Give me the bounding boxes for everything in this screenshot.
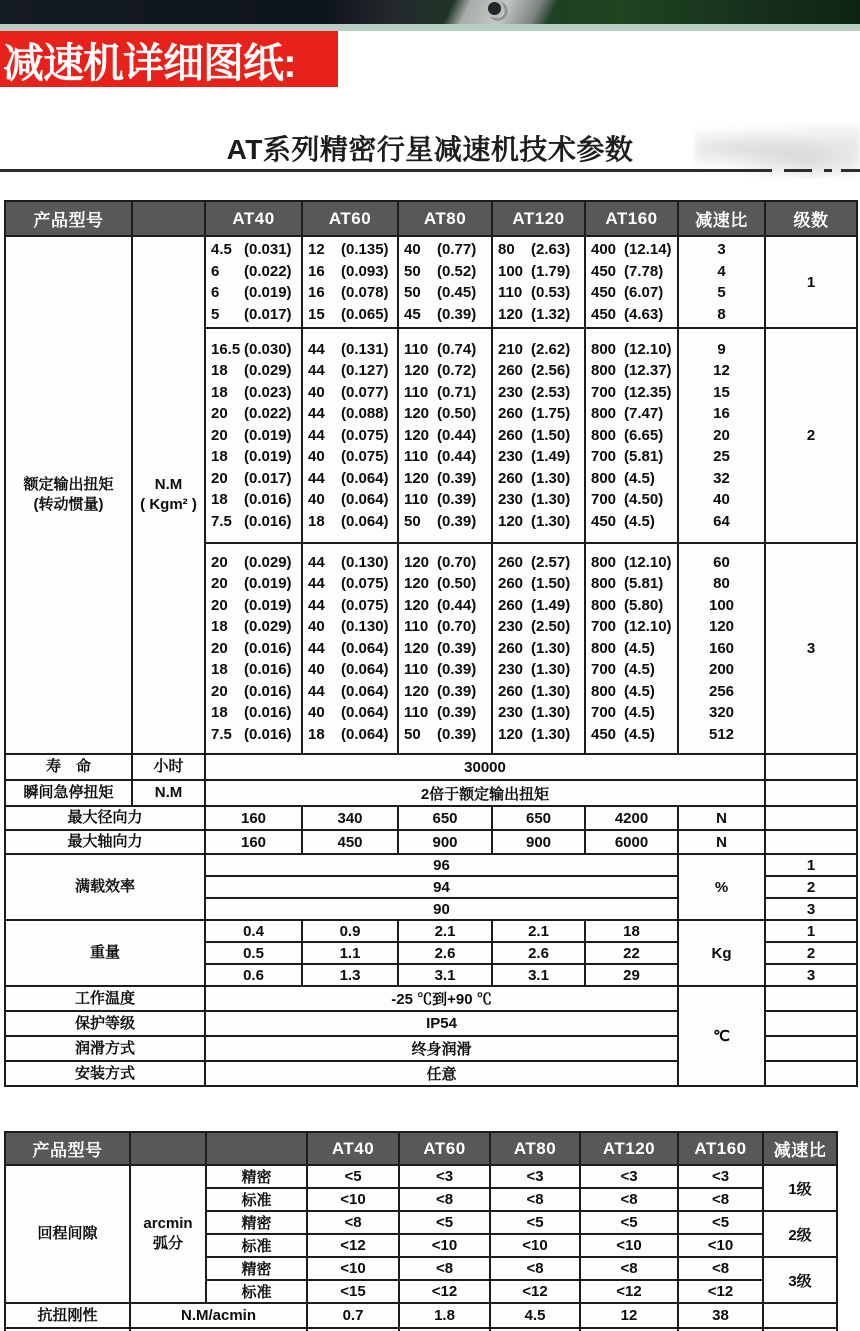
- cell-efficiency: 90: [205, 898, 678, 920]
- top-photo-strip: [0, 0, 860, 24]
- header-empty: [206, 1132, 307, 1165]
- table-header-row: [5, 1132, 837, 1165]
- cell-weight: 2.1: [398, 920, 492, 942]
- cell-weight: 1.3: [302, 964, 398, 986]
- axial-unit: N: [678, 830, 765, 854]
- cell-rigidity: 4.5: [490, 1303, 580, 1328]
- cell-stage-grade: 3级: [763, 1257, 837, 1303]
- cell-weight: 18: [585, 920, 678, 942]
- cell-empty: [765, 806, 857, 830]
- banner-label: 减速机详细图纸:: [3, 39, 296, 86]
- cell-efficiency: 94: [205, 876, 678, 898]
- cell-grade-type: 标准: [206, 1234, 307, 1257]
- cell-torque: 12 (0.135) 16 (0.093) 16 (0.078) 15 (0.065): [302, 236, 398, 328]
- cell-weight: 1.1: [302, 942, 398, 964]
- cell-backlash: <12: [580, 1280, 678, 1303]
- header-ratio: 减速比: [678, 201, 765, 236]
- cell-stage: 3: [765, 898, 857, 920]
- cell-torque: 20 (0.029) 20 (0.019) 20 (0.019) 18 (0.029) 20 (0.016) 18 (0.016) 20 (0.016) 18 (0.016) 7.5 (0.016): [205, 543, 302, 754]
- cell-weight: 29: [585, 964, 678, 986]
- env-unit: ℃: [678, 986, 765, 1086]
- title-underline-dash: [784, 169, 812, 172]
- cell-stage: 1: [765, 236, 857, 328]
- torque-block1-row: [5, 236, 857, 328]
- title-underline: [0, 169, 772, 172]
- cell-radial: 160: [205, 806, 302, 830]
- row-label-mounting: 安装方式: [5, 1061, 205, 1086]
- cell-rigidity: 1.8: [399, 1303, 490, 1328]
- cell-backlash: <8: [399, 1188, 490, 1211]
- cell-backlash: <5: [678, 1211, 763, 1234]
- cell-temp-value: -25 ℃到+90 ℃: [205, 986, 678, 1011]
- cell-ratio: 9 12 15 16 20 25 32 40 64: [678, 328, 765, 543]
- cell-backlash: <8: [490, 1188, 580, 1211]
- header-at60: AT60: [399, 1132, 490, 1165]
- cell-backlash: <3: [399, 1165, 490, 1188]
- cell-backlash: <5: [399, 1211, 490, 1234]
- cell-backlash: <15: [307, 1280, 399, 1303]
- header-product-model: 产品型号: [5, 1132, 130, 1165]
- cell-torque: 800 (12.10) 800 (12.37) 700 (12.35) 800 (7.47) 800 (6.65) 700 (5.81) 800 (4.5) 700 (4.50) 450 (4.5): [585, 328, 678, 543]
- cell-backlash: <5: [580, 1211, 678, 1234]
- cell-efficiency: 96: [205, 854, 678, 876]
- cell-backlash: <8: [678, 1188, 763, 1211]
- cell-backlash: <10: [490, 1234, 580, 1257]
- life-row: [5, 754, 857, 780]
- cell-stage: 3: [765, 543, 857, 754]
- cell-axial: 450: [302, 830, 398, 854]
- row-label-estop: 瞬间急停扭矩: [5, 780, 132, 806]
- cell-ratio: 60 80 100 120 160 200 256 320 512: [678, 543, 765, 754]
- cell-weight: 0.4: [205, 920, 302, 942]
- cell-grade-type: 精密: [206, 1211, 307, 1234]
- row-label-efficiency: 满载效率: [5, 854, 205, 920]
- cell-backlash: <12: [678, 1280, 763, 1303]
- row-label-backlash: 回程间隙: [5, 1165, 130, 1303]
- weight-row: [5, 920, 857, 942]
- cell-weight: 0.5: [205, 942, 302, 964]
- cell-stage-grade: 1级: [763, 1165, 837, 1211]
- cell-backlash: <12: [399, 1280, 490, 1303]
- cell-stage: 2: [765, 942, 857, 964]
- header-at40: AT40: [307, 1132, 399, 1165]
- cell-empty: [763, 1303, 837, 1328]
- cell-empty: [765, 830, 857, 854]
- page-title: AT系列精密行星减速机技术参数: [226, 134, 634, 165]
- header-at40: AT40: [205, 201, 302, 236]
- cell-radial: 650: [398, 806, 492, 830]
- header-at160: AT160: [678, 1132, 763, 1165]
- cell-torque: 260 (2.57) 260 (1.50) 260 (1.49) 230 (2.50) 260 (1.30) 230 (1.30) 260 (1.30) 230 (1.30) 120 (1.30): [492, 543, 585, 754]
- cell-rigidity: 0.7: [307, 1303, 399, 1328]
- cell-backlash: <8: [399, 1257, 490, 1280]
- cell-torque: 16.5 (0.030) 18 (0.029) 18 (0.023) 20 (0.022) 20 (0.019) 18 (0.019) 20 (0.017) 18 (0.016) 7.5 (0.016): [205, 328, 302, 543]
- cell-backlash: <10: [580, 1234, 678, 1257]
- cell-rigidity: 12: [580, 1303, 678, 1328]
- header-empty: [130, 1132, 206, 1165]
- cell-axial: 900: [398, 830, 492, 854]
- cell-backlash: <8: [678, 1257, 763, 1280]
- row-label-rigidity: 抗扭刚性: [5, 1303, 130, 1328]
- row-label-life: 寿 命: [5, 754, 132, 780]
- cell-backlash: <10: [307, 1257, 399, 1280]
- cell-grade-type: 精密: [206, 1257, 307, 1280]
- cell-backlash: <5: [307, 1165, 399, 1188]
- cell-empty: [765, 780, 857, 806]
- cell-torque: 400 (12.14) 450 (7.78) 450 (6.07) 450 (4.63): [585, 236, 678, 328]
- cell-radial: 650: [492, 806, 585, 830]
- red-banner: [0, 31, 338, 87]
- cell-torque: 110 (0.74) 120 (0.72) 110 (0.71) 120 (0.50) 120 (0.44) 110 (0.44) 120 (0.39) 110 (0.39) 50 (0.39): [398, 328, 492, 543]
- header-at120: AT120: [580, 1132, 678, 1165]
- cell-backlash: <12: [490, 1280, 580, 1303]
- cell-torque: 210 (2.62) 260 (2.56) 230 (2.53) 260 (1.75) 260 (1.50) 230 (1.49) 260 (1.30) 230 (1.30) 120 (1.30): [492, 328, 585, 543]
- cell-stage: 1: [765, 854, 857, 876]
- cell-weight: 0.6: [205, 964, 302, 986]
- axial-force-row: [5, 830, 857, 854]
- row-label-weight: 重量: [5, 920, 205, 986]
- torsional-rigidity-row: [5, 1303, 837, 1328]
- cell-weight: 2.1: [492, 920, 585, 942]
- title-underline-dash: [824, 169, 832, 172]
- cell-backlash: <3: [490, 1165, 580, 1188]
- cell-torque: 120 (0.70) 120 (0.50) 120 (0.44) 110 (0.70) 120 (0.39) 110 (0.39) 120 (0.39) 110 (0.39) 50 (0.39): [398, 543, 492, 754]
- spec-table-main: [4, 200, 858, 1087]
- estop-torque-row: [5, 780, 857, 806]
- cell-torque: 44 (0.131) 44 (0.127) 40 (0.077) 44 (0.088) 44 (0.075) 40 (0.075) 44 (0.064) 40 (0.064) 18 (0.064): [302, 328, 398, 543]
- weight-unit: Kg: [678, 920, 765, 986]
- cell-backlash: <12: [307, 1234, 399, 1257]
- cell-backlash: <8: [580, 1257, 678, 1280]
- cell-torque: 4.5 (0.031) 6 (0.022) 6 (0.019) 5 (0.017): [205, 236, 302, 328]
- cell-torque: 800 (12.10) 800 (5.81) 800 (5.80) 700 (12.10) 800 (4.5) 700 (4.5) 800 (4.5) 700 (4.5) 450 (4.5): [585, 543, 678, 754]
- cell-estop-value: 2倍于额定输出扭矩: [205, 780, 765, 806]
- cell-rigidity: 38: [678, 1303, 763, 1328]
- row-label-radial: 最大径向力: [5, 806, 205, 830]
- table-header-row: [5, 201, 857, 236]
- cell-axial: 900: [492, 830, 585, 854]
- cell-axial: 160: [205, 830, 302, 854]
- header-empty: [132, 201, 205, 236]
- life-unit: 小时: [132, 754, 205, 780]
- cell-weight: 22: [585, 942, 678, 964]
- header-at60: AT60: [302, 201, 398, 236]
- cell-backlash: <3: [580, 1165, 678, 1188]
- backlash-unit: arcmin 弧分: [130, 1165, 206, 1303]
- cell-backlash: <8: [580, 1188, 678, 1211]
- cell-torque: 44 (0.130) 44 (0.075) 44 (0.075) 40 (0.130) 44 (0.064) 40 (0.064) 44 (0.064) 40 (0.064) 18 (0.064): [302, 543, 398, 754]
- cell-weight: 3.1: [398, 964, 492, 986]
- cell-stage: 3: [765, 964, 857, 986]
- header-at80: AT80: [490, 1132, 580, 1165]
- radial-unit: N: [678, 806, 765, 830]
- header-stages: 级数: [765, 201, 857, 236]
- cell-empty: [765, 1036, 857, 1061]
- cell-empty: [765, 1011, 857, 1036]
- cell-mounting-value: 任意: [205, 1061, 678, 1086]
- cell-empty: [765, 986, 857, 1011]
- cell-life-value: 30000: [205, 754, 765, 780]
- cell-backlash: <3: [678, 1165, 763, 1188]
- cell-backlash: <8: [490, 1257, 580, 1280]
- cell-weight: 2.6: [492, 942, 585, 964]
- cell-radial: 4200: [585, 806, 678, 830]
- backlash-row: [5, 1165, 837, 1188]
- cell-weight: 3.1: [492, 964, 585, 986]
- title-underline-dash: [841, 169, 860, 172]
- header-ratio: 减速比: [763, 1132, 837, 1165]
- cell-empty: [765, 754, 857, 780]
- cell-backlash: <10: [307, 1188, 399, 1211]
- cell-backlash: <8: [307, 1211, 399, 1234]
- cell-grade-type: 精密: [206, 1165, 307, 1188]
- operating-temp-row: [5, 986, 857, 1011]
- radial-force-row: [5, 806, 857, 830]
- row-label-lubrication: 润滑方式: [5, 1036, 205, 1061]
- cell-weight: 0.9: [302, 920, 398, 942]
- cell-grade-type: 标准: [206, 1188, 307, 1211]
- efficiency-row: [5, 854, 857, 876]
- efficiency-unit: %: [678, 854, 765, 920]
- cell-torque: 80 (2.63) 100 (1.79) 110 (0.53) 120 (1.32): [492, 236, 585, 328]
- cell-backlash: <10: [399, 1234, 490, 1257]
- spec-table-backlash: [4, 1131, 838, 1331]
- cell-backlash: <10: [678, 1234, 763, 1257]
- cell-stage: 2: [765, 328, 857, 543]
- row-label-torque: 额定输出扭矩 (转动惯量): [5, 236, 132, 754]
- cell-radial: 340: [302, 806, 398, 830]
- cell-torque: 40 (0.77) 50 (0.52) 50 (0.45) 45 (0.39): [398, 236, 492, 328]
- estop-unit: N.M: [132, 780, 205, 806]
- header-at160: AT160: [585, 201, 678, 236]
- header-product-model: 产品型号: [5, 201, 132, 236]
- row-label-axial: 最大轴向力: [5, 830, 205, 854]
- torque-unit-cell: N.M ( Kgm² ): [132, 236, 205, 754]
- row-label-temp: 工作温度: [5, 986, 205, 1011]
- cell-stage: 2: [765, 876, 857, 898]
- cell-stage: 1: [765, 920, 857, 942]
- cell-stage-grade: 2级: [763, 1211, 837, 1257]
- cell-weight: 2.6: [398, 942, 492, 964]
- header-at80: AT80: [398, 201, 492, 236]
- cell-protection-value: IP54: [205, 1011, 678, 1036]
- machinery-bore-detail: [488, 2, 501, 15]
- header-at120: AT120: [492, 201, 585, 236]
- cell-axial: 6000: [585, 830, 678, 854]
- cell-backlash: <5: [490, 1211, 580, 1234]
- rigidity-unit: N.M/acmin: [130, 1303, 307, 1328]
- row-label-protection: 保护等级: [5, 1011, 205, 1036]
- cell-lubrication-value: 终身润滑: [205, 1036, 678, 1061]
- cell-grade-type: 标准: [206, 1280, 307, 1303]
- cell-empty: [765, 1061, 857, 1086]
- cell-ratio: 3 4 5 8: [678, 236, 765, 328]
